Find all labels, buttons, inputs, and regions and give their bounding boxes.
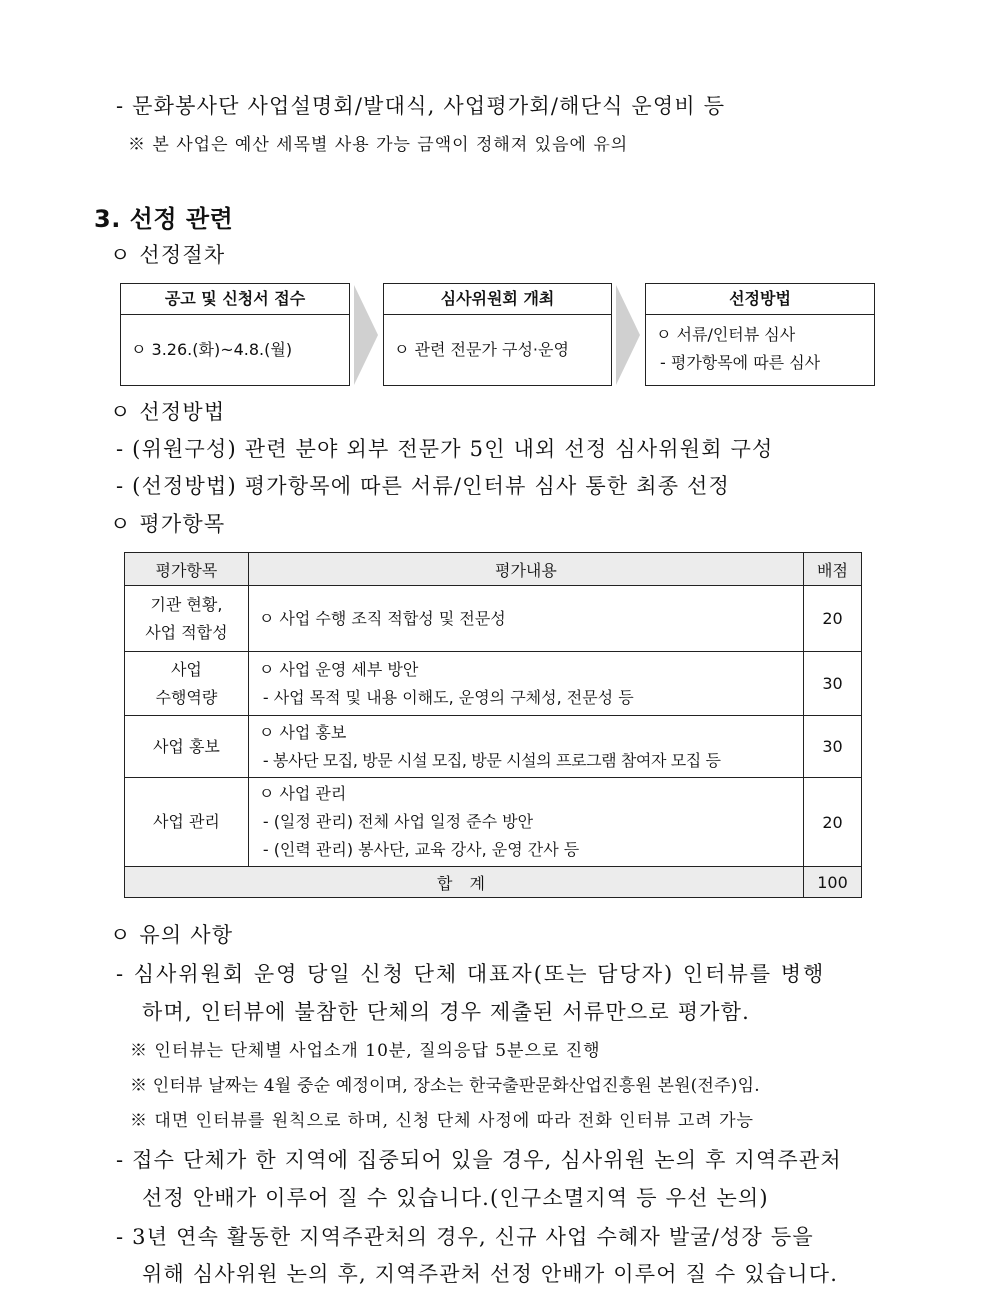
row-score: 30 bbox=[804, 652, 862, 716]
flow-step-line: ㅇ 서류/인터뷰 심사 bbox=[656, 325, 796, 344]
flow-step-apply bbox=[120, 283, 350, 386]
method-heading: ㅇ 선정방법 bbox=[110, 400, 226, 424]
row-content: - 사업 목적 및 내용 이해도, 운영의 구체성, 전문성 등 bbox=[262, 687, 634, 707]
table-row bbox=[125, 586, 862, 652]
caution-item-cont: 하며, 인터뷰에 불참한 단체의 경우 제출된 서류만으로 평가함. bbox=[142, 1000, 751, 1024]
flow-arrow-2 bbox=[616, 285, 640, 385]
caution-item: - 3년 연속 활동한 지역주관처의 경우, 신규 사업 수혜자 발굴/성장 등을 bbox=[116, 1225, 814, 1249]
row-score: 20 bbox=[804, 778, 862, 867]
table-row bbox=[125, 716, 862, 778]
flow-step-line: ㅇ 관련 전문가 구성·운영 bbox=[394, 340, 569, 359]
section-title: 3. 선정 관련 bbox=[94, 205, 234, 233]
table-header-row bbox=[125, 553, 862, 586]
row-content: ㅇ 사업 운영 세부 방안 bbox=[258, 659, 419, 679]
table-row bbox=[125, 778, 862, 867]
row-content: ㅇ 사업 수행 조직 적합성 및 전문성 bbox=[258, 608, 506, 628]
evaluation-table bbox=[124, 552, 862, 898]
header-item: 평가항목 bbox=[125, 553, 249, 586]
caution-item: - 접수 단체가 한 지역에 집중되어 있을 경우, 심사위원 논의 후 지역주관처 bbox=[116, 1148, 842, 1172]
flow-arrow-1 bbox=[354, 285, 378, 385]
row-item: 사업 bbox=[170, 659, 202, 679]
total-score: 100 bbox=[804, 867, 862, 898]
flow-step-title: 심사위원회 개최 bbox=[384, 284, 611, 315]
row-content: - 봉사단 모집, 방문 시설 모집, 방문 시설의 프로그램 참여자 모집 등 bbox=[262, 750, 721, 770]
procedure-heading: ㅇ 선정절차 bbox=[110, 243, 226, 267]
evaluation-heading: ㅇ 평가항목 bbox=[110, 512, 226, 536]
budget-line: - 문화봉사단 사업설명회/발대식, 사업평가회/해단식 운영비 등 bbox=[116, 94, 726, 118]
method-item: - (선정방법) 평가항목에 따른 서류/인터뷰 심사 통한 최종 선정 bbox=[116, 474, 731, 498]
budget-note: ※ 본 사업은 예산 세목별 사용 가능 금액이 정해져 있음에 유의 bbox=[128, 135, 629, 155]
row-item: 수행역량 bbox=[155, 687, 218, 707]
row-content: - (일정 관리) 전체 사업 일정 준수 방안 bbox=[262, 812, 534, 831]
flow-step-title: 선정방법 bbox=[646, 284, 874, 315]
row-score: 20 bbox=[804, 586, 862, 652]
row-item: 사업 적합성 bbox=[145, 622, 228, 642]
caution-note: ※ 인터뷰는 단체별 사업소개 10분, 질의응답 5분으로 진행 bbox=[130, 1041, 601, 1061]
table-total-row bbox=[125, 867, 862, 898]
row-content: ㅇ 사업 관리 bbox=[258, 784, 347, 803]
method-item: - (위원구성) 관련 분야 외부 전문가 5인 내외 선정 심사위원회 구성 bbox=[116, 437, 774, 461]
caution-note: ※ 대면 인터뷰를 원칙으로 하며, 신청 단체 사정에 따라 전화 인터뷰 고려 가능 bbox=[130, 1111, 754, 1131]
total-label: 합 계 bbox=[125, 867, 804, 898]
flow-step-method bbox=[645, 283, 875, 386]
table-row bbox=[125, 652, 862, 716]
row-item: 사업 홍보 bbox=[152, 736, 220, 756]
caution-item-cont: 선정 안배가 이루어 질 수 있습니다.(인구소멸지역 등 우선 논의) bbox=[142, 1186, 769, 1210]
flow-step-line: ㅇ 3.26.(화)~4.8.(월) bbox=[131, 340, 293, 359]
row-content: - (인력 관리) 봉사단, 교육 강사, 운영 간사 등 bbox=[262, 840, 580, 859]
row-item: 사업 관리 bbox=[152, 812, 220, 831]
header-content: 평가내용 bbox=[248, 553, 803, 586]
row-content: ㅇ 사업 홍보 bbox=[258, 722, 347, 742]
caution-note: ※ 인터뷰 날짜는 4월 중순 예정이며, 장소는 한국출판문화산업진흥원 본원(전주)임. bbox=[130, 1076, 760, 1096]
cautions-heading: ㅇ 유의 사항 bbox=[110, 923, 234, 947]
caution-item-cont: 위해 심사위원 논의 후, 지역주관처 선정 안배가 이루어 질 수 있습니다. bbox=[142, 1262, 839, 1286]
header-score: 배점 bbox=[804, 553, 862, 586]
flow-step-committee bbox=[383, 283, 612, 386]
row-score: 30 bbox=[804, 716, 862, 778]
caution-item: - 심사위원회 운영 당일 신청 단체 대표자(또는 담당자) 인터뷰를 병행 bbox=[116, 962, 826, 986]
flow-step-title: 공고 및 신청서 접수 bbox=[121, 284, 349, 315]
row-item: 기관 현황, bbox=[150, 594, 223, 614]
flow-step-line: - 평가항목에 따른 심사 bbox=[660, 353, 821, 372]
